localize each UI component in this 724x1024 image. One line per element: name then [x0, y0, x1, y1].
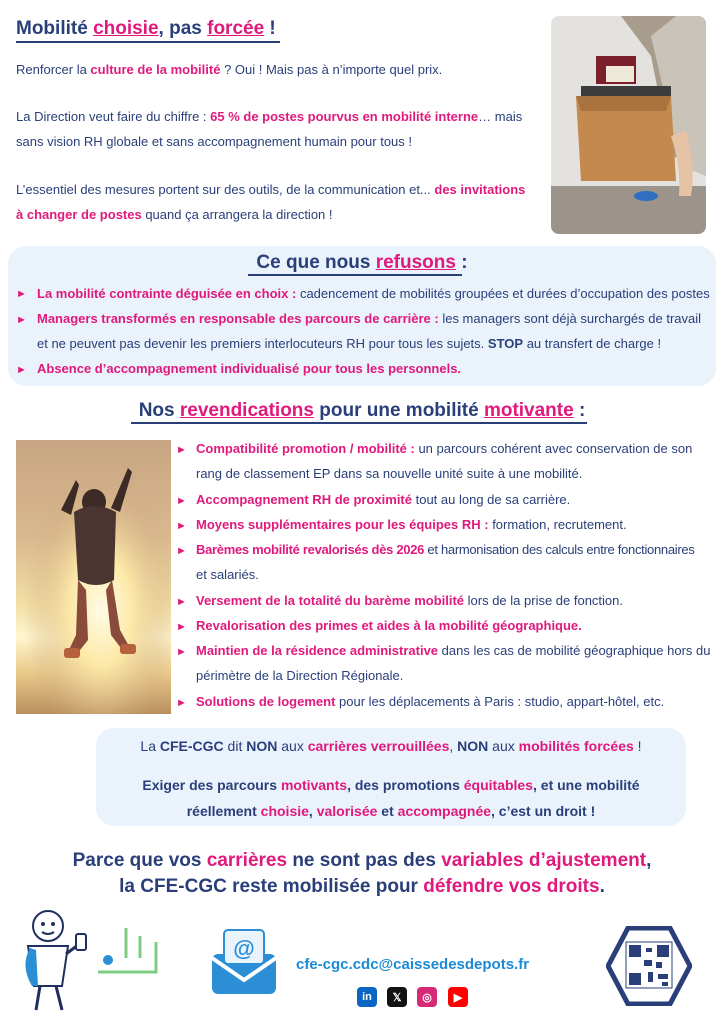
bullet-arrow-icon: ►	[16, 314, 27, 326]
svg-text:@: @	[233, 936, 255, 961]
title-part: motivante	[483, 400, 574, 421]
title-part: !	[264, 18, 276, 39]
intro-paragraph-2b: sans vision RH globale et sans accompagnement humain pour tous !	[16, 134, 412, 149]
title-part: Nos	[138, 400, 180, 421]
refusal-item-1: La mobilité contrainte déguisée en choix : cadencement de mobilités groupées et durées d’occupation des postes	[37, 286, 710, 301]
youtube-icon[interactable]	[448, 987, 468, 1007]
office-box-photo	[551, 16, 706, 234]
mascot-illustration	[10, 906, 94, 1014]
title-underline	[16, 41, 280, 43]
title-underline	[131, 422, 587, 424]
claim-item-8: Solutions de logement pour les déplacements à Paris : studio, appart-hôtel, etc.	[196, 694, 665, 709]
title-part: choisie	[93, 18, 159, 39]
linkedin-glyph: in	[362, 991, 372, 1003]
bullet-arrow-icon: ►	[176, 520, 187, 532]
cfe-statement-line-2: Exiger des parcours motivants, des promotions équitables, et une mobilité	[142, 777, 640, 793]
title-part: refusons	[375, 252, 456, 273]
title-part: :	[573, 400, 586, 421]
claim-item-6: Revalorisation des primes et aides à la mobilité géographique.	[196, 618, 582, 633]
contact-email-link[interactable]: cfe-cgc.cdc@caissedesdepots.fr	[296, 956, 530, 973]
refusal-item-2-line2: et ne peuvent pas devenir les premiers interlocuteurs RH pour tous les sujets. STOP au transfert de charge !	[37, 336, 662, 351]
linkedin-icon[interactable]	[357, 987, 377, 1007]
bullet-arrow-icon: ►	[176, 697, 187, 709]
claim-item-1: Compatibilité promotion / mobilité : un parcours cohérent avec conservation de son	[196, 441, 693, 456]
claim-item-1-line2: rang de classement EP dans sa nouvelle unité suite à une mobilité.	[196, 466, 583, 481]
title-part: revendications	[179, 400, 314, 421]
qr-code-icon[interactable]	[606, 926, 692, 1006]
section-title-refusons	[0, 252, 724, 274]
bullet-arrow-icon: ►	[16, 288, 27, 300]
intro-paragraph-3: L’essentiel des mesures portent sur des outils, de la communication et... des invitations	[16, 182, 526, 197]
instagram-glyph: ◎	[422, 991, 432, 1004]
claim-item-5: Versement de la totalité du barème mobilité lors de la prise de fonction.	[196, 593, 624, 608]
bullet-arrow-icon: ►	[176, 444, 187, 456]
bullet-arrow-icon: ►	[176, 545, 187, 557]
cfe-statement-line-3: réellement choisie, valorisée et accompagnée, c’est un droit !	[186, 803, 596, 819]
closing-line-2: la CFE-CGC reste mobilisée pour défendre vos droits.	[119, 876, 605, 897]
intro-paragraph-2: La Direction veut faire du chiffre : 65 % de postes pourvus en mobilité interne… mais	[16, 109, 523, 124]
title-part: , pas	[158, 18, 208, 39]
claim-item-4-line2: et salariés.	[196, 567, 259, 582]
youtube-glyph: ▶	[453, 991, 463, 1004]
title-part: :	[455, 252, 468, 273]
refusal-item-3: Absence d’accompagnement individualisé pour tous les personnels.	[37, 361, 462, 376]
claim-item-2: Accompagnement RH de proximité tout au long de sa carrière.	[196, 492, 571, 507]
section-title-revendications	[0, 400, 724, 422]
cfe-statement-line-1: La CFE-CGC dit NON aux carrières verrouillées, NON aux mobilités forcées !	[140, 738, 642, 754]
title-part: Mobilité	[16, 18, 94, 39]
green-path-graphic	[96, 922, 166, 980]
section-title-mobilite	[16, 18, 276, 40]
closing-line-1: Parce que vos carrières ne sont pas des variables d’ajustement,	[72, 850, 652, 871]
claim-item-4: Barèmes mobilité revalorisés dès 2026 et harmonisation des calculs entre fonctionnaires	[196, 542, 695, 557]
bullet-arrow-icon: ►	[176, 495, 187, 507]
bullet-arrow-icon: ►	[176, 621, 187, 633]
instagram-icon[interactable]	[417, 987, 437, 1007]
x-icon[interactable]	[387, 987, 407, 1007]
title-part: pour une mobilité	[313, 400, 484, 421]
jumping-person-photo	[16, 440, 171, 714]
bullet-arrow-icon: ►	[16, 364, 27, 376]
title-part: forcée	[207, 18, 265, 39]
title-part: Ce que nous	[256, 252, 376, 273]
claim-item-3: Moyens supplémentaires pour les équipes RH : formation, recrutement.	[196, 517, 627, 532]
email-envelope-icon	[208, 928, 280, 998]
intro-paragraph-3b: à changer de postes quand ça arrangera la direction !	[16, 207, 333, 222]
intro-paragraph-1: Renforcer la culture de la mobilité ? Oui ! Mais pas à n’importe quel prix.	[16, 62, 443, 77]
title-underline	[248, 274, 462, 276]
bullet-arrow-icon: ►	[176, 646, 187, 658]
bullet-arrow-icon: ►	[176, 596, 187, 608]
x-glyph: 𝕏	[392, 991, 402, 1004]
claim-item-7: Maintien de la résidence administrative dans les cas de mobilité géographique hors du	[196, 643, 711, 658]
refusal-item-2: Managers transformés en responsable des parcours de carrière : les managers sont déjà surchargés de travail	[37, 311, 702, 326]
claim-item-7-line2: périmètre de la Direction Régionale.	[196, 668, 404, 683]
